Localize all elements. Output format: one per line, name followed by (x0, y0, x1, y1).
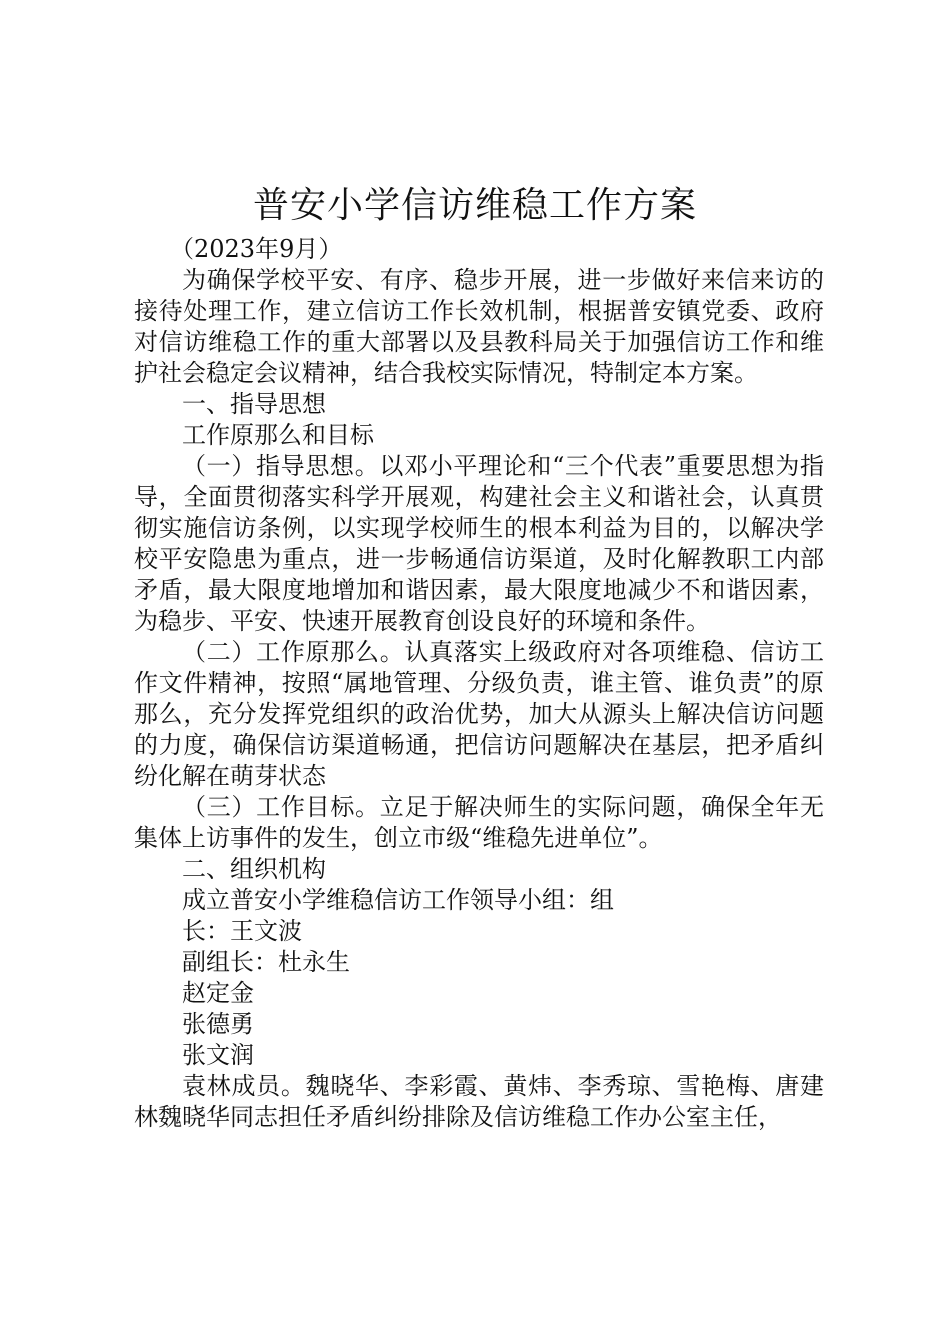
paragraph-group-leader: 长：王文波 (182, 917, 302, 945)
paragraph-members: 袁林成员。魏晓华、李彩霞、黄炜、李秀琼、雪艳梅、唐建林魏晓华同志担任矛盾纠纷排除及信访维稳工作办公室主任， (134, 1072, 824, 1131)
paragraph-guiding-thought: （一）指导思想。以邓小平理论和“三个代表”重要思想为指导，全面贯彻落实科学开展观，构建社会主义和谐社会，认真贯彻实施信访条例，以实现学校师生的根本利益为目的，以解决学校平安隐患为重点，进一步畅通信访渠道，及时化解教职工内部矛盾，最大限度地增加和谐因素，最大限度地减少不和谐因素，为稳步、平安、快速开展教育创设良好的环境和条件。 (134, 452, 824, 635)
document-title: 普安小学信访维稳工作方案 (252, 185, 697, 226)
subheading-principles-goals: 工作原那么和目标 (182, 421, 374, 449)
paragraph-member-name: 赵定金 (182, 979, 254, 1007)
section-heading-organization: 二、组织机构 (182, 855, 326, 883)
document-body (134, 234, 824, 1133)
paragraph-member-name: 张德勇 (182, 1010, 254, 1038)
paragraph-deputy-leader: 副组长：杜永生 (182, 948, 350, 976)
paragraph-leading-group: 成立普安小学维稳信访工作领导小组：组 (182, 886, 614, 914)
paragraph-work-goals: （三）工作目标。立足于解决师生的实际问题，确保全年无集体上访事件的发生，创立市级“维稳先进单位”。 (134, 793, 824, 852)
document-date: （2023年9月） (170, 235, 343, 263)
section-heading-guiding-thought: 一、指导思想 (182, 390, 326, 418)
paragraph-intro: 为确保学校平安、有序、稳步开展，进一步做好来信来访的接待处理工作，建立信访工作长效机制，根据普安镇党委、政府对信访维稳工作的重大部署以及县教科局关于加强信访工作和维护社会稳定会议精神，结合我校实际情况，特制定本方案。 (134, 266, 824, 387)
paragraph-member-name: 张文润 (182, 1041, 254, 1069)
paragraph-work-principles: （二）工作原那么。认真落实上级政府对各项维稳、信访工作文件精神，按照“属地管理、分级负责，谁主管、谁负责”的原那么，充分发挥党组织的政治优势，加大从源头上解决信访问题的力度，确保信访渠道畅通，把信访问题解决在基层，把矛盾纠纷化解在萌芽状态 (134, 638, 824, 790)
